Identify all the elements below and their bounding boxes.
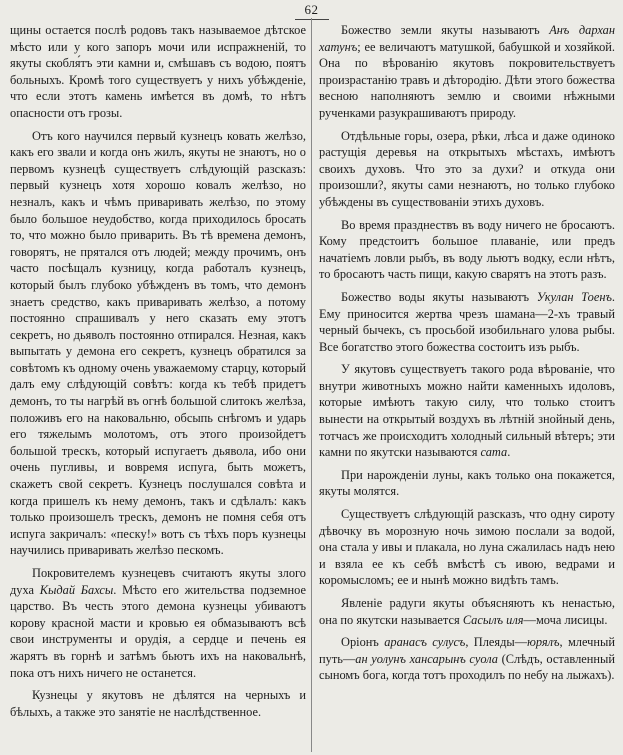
paragraph-first-blacksmith: Отъ кого научился первый кузнецъ ковать желѣзо, какъ его звали и когда онъ жилъ, якуты не знаютъ, но о первомъ кузнецѣ существуетъ слѣдующій разсказъ: первый кузнецъ хотя хорошо ковалъ желѣзо, но незналъ, какъ и чѣмъ приваривать желѣзо, по этому было большое неудобство, когда приходилось бросать то, что можно было приварить. Въ тѣ времена демонъ, говорятъ, не прятался отъ людей; между прочимъ, онъ часто посѣщалъ кузницу, когда работалъ кузнецъ, который былъ глубоко убѣжденъ въ томъ, что демонъ знаетъ средство, какъ приваривать желѣзо, а потому постоянно спрашивалъ у него сказать ему этотъ секретъ, но дьяволъ постоянно отпирался. Незная, какъ выпытать у демона его секретъ, кузнецъ обратился за совѣтомъ къ одному очень уважаемому старцу, который далъ ему слѣдующій совѣтъ: когда къ тебѣ придетъ демонъ, то ты нагрѣй въ огнѣ большой слитокъ желѣза, положивъ его на наковальню, обсыпь снѣгомъ и ударь его тяжелымъ молотомъ, отъ этого произойдетъ большой трескъ, который испугаетъ дьявола, ибо они очень пугливы, и вовремя испуга, быть можетъ, скажетъ свой секретъ. Кузнецъ послушался совѣта и когда пришелъ къ нему демонъ, такъ и сдѣлалъ: какъ только произошелъ трескъ, демонъ не помня себя отъ испуга закричалъ: «песку!» вотъ съ тѣхъ поръ кузнецы научились приваривать желѣзо пескомъ. [10, 128, 306, 558]
paragraph-earth-deity [319, 22, 615, 122]
constellations-text-c: , млечный путь— [319, 635, 616, 666]
earth-deity-text: Божество земли якуты называютъ [341, 23, 550, 37]
constellations-text-b: , Плеяды— [465, 635, 528, 650]
demon-name: Кыдай Бахсы [39, 582, 114, 597]
paragraph-smith-patron [10, 565, 306, 681]
paragraph-rainbow [319, 595, 615, 628]
constellations-text-d: (Слѣдъ, оставленный сыномъ бога, когда тотъ проходилъ по небу на лыжахъ). [319, 651, 615, 683]
rainbow-name: Сасылъ иля [462, 612, 524, 627]
smith-patron-text: Покровителемъ кузнецевъ считаютъ якуты злого духа [10, 566, 306, 597]
paragraph-smith-castes: Кузнецы у якутовъ не дѣлятся на черныхъ и бѣлыхъ, а также это занятіе не наслѣдственное. [10, 688, 306, 719]
left-column [10, 22, 306, 725]
stone-idols-rest: . [507, 445, 511, 460]
water-deity-name: Укулан Тоенъ [536, 289, 612, 304]
paragraph-constellations [319, 634, 615, 684]
water-deity-text: Божество воды якуты называютъ [341, 289, 537, 304]
smith-patron-rest: . Мѣсто его жительства подземное царство. Въ честь этого демона кузнецы убиваютъ корову красной масти и кровью ея обмазываютъ всѣ свои инструменты и орудія, а сердце и печень ея жарятъ въ горнѣ и затѣмъ бьютъ ихъ на наковальнѣ, пока отъ нихъ ничего не останется. [10, 582, 306, 680]
orion-name: аранасъ сулусъ [384, 635, 466, 650]
rainbow-text: Явленіе радуги якуты объясняютъ къ ненастью, она по якутски называется [319, 596, 615, 627]
stone-idols-text: У якутовъ существуетъ такого рода вѣрованіе, что внутри животныхъ можно найти каменныхъ идоловъ, которые имѣютъ такую силу, что только стоитъ вынести на открытый воздухъ въ лѣтній знойный день, тотчасъ же происходитъ холодный сильный вѣтеръ; эти камни по якутски называются [319, 362, 615, 460]
water-deity-rest: . Ему приносится жертва чрезъ шамана—2-хъ травый черный бычекъ, съ просьбой изобильнаго улова рыбы. Все богатство этого божества состоитъ изъ рыбъ. [319, 289, 616, 354]
constellations-text-a: Оріонъ [341, 635, 385, 650]
paragraph-new-moon: При нарожденіи луны, какъ только она покажется, якуты молятся. [319, 467, 615, 499]
paragraph-stone-idols [319, 361, 615, 461]
paragraph-moon-orphan: Существуетъ слѣдующій разсказъ, что одну сироту дѣвочку въ морозную ночь зимою послали за водой, она стала у ивы и плакала, но луна сжалилась надъ нею и взяла ее къ себѣ вмѣстѣ съ ивою, ведрами и коромысломъ; ее и нынѣ можно видѣть тамъ. [319, 507, 615, 588]
column-divider [311, 18, 312, 752]
paragraph-water-deity [319, 289, 615, 355]
stone-idols-name: сата [480, 445, 508, 460]
right-column [319, 22, 615, 689]
pleiades-name: юрялъ [527, 635, 560, 650]
paragraph-thunder-stones: щины остается послѣ родовъ такъ называемое дѣтское мѣсто или у кого запоръ мочи или испражненій, то якуты скобля́тъ эти камни и, смѣшавъ съ водою, поятъ больныхъ. Кромѣ того существуетъ у нихъ убѣжденіе, что если этотъ камень имѣется въ домѣ, то нѣтъ опасности отъ грозы. [10, 23, 306, 120]
milky-way-name: ан уолунъ хансарынъ суола [355, 651, 498, 666]
earth-deity-rest: ; ее величаютъ матушкой, бабушкой и хозяйкой. Она по вѣрованію якутовъ покровительствуетъ произрастанію травъ и дѣтородію. Дѣти этого божества весною наполняютъ землю и своими нѣжными рученками разукрашиваютъ природу. [319, 39, 615, 120]
page-number-text: 62 [295, 2, 329, 20]
rainbow-rest: —моча лисицы. [523, 612, 608, 627]
earth-deity-name: Анъ дархан хатунъ [319, 23, 615, 54]
paragraph-water-offerings: Во время празднествъ въ воду ничего не бросаютъ. Кому предстоитъ большое плаваніе, или предъ начатіемъ ловли рыбъ, въ воду льютъ водку, если нѣтъ, то бросаютъ часть пищи, какую сварятъ на этотъ разъ. [319, 217, 615, 282]
paragraph-nature-spirits: Отдѣльные горы, озера, рѣки, лѣса и даже одиноко растущія деревья на открытыхъ мѣстахъ, имѣютъ своихъ духовъ. Что это за духи? и откуда они произошли?, якуты сами незнаютъ, но только глубоко убѣждены въ существованіи этихъ духовъ. [319, 128, 615, 209]
